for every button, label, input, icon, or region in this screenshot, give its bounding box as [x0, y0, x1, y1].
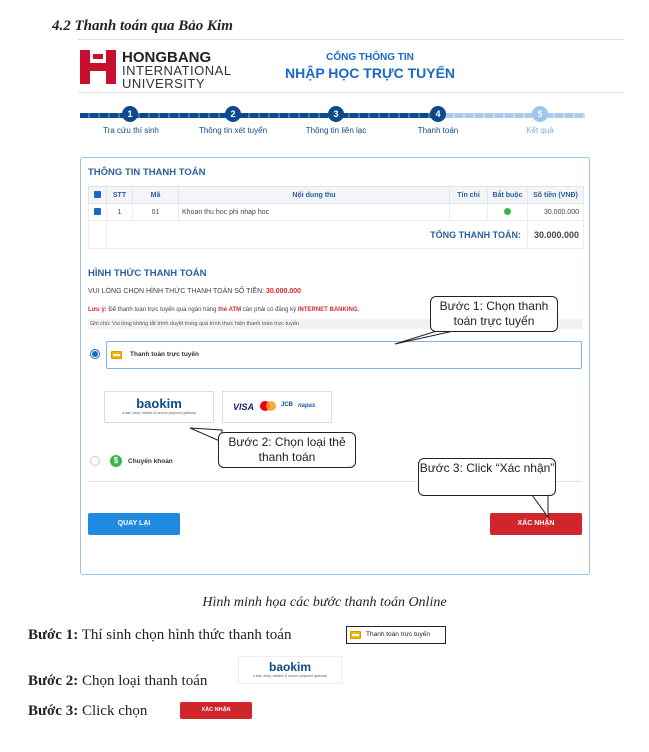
inline-online-label: Thanh toán trực tuyến [366, 631, 430, 638]
col-content: Nội dung thu [179, 187, 450, 204]
payment-info-title: THÔNG TIN THANH TOÁN [88, 167, 206, 178]
instruction-step3 [28, 703, 147, 720]
baokim-tagline: a fast, easy, reliable & secure payment gateway [121, 411, 197, 415]
prompt-amount: 30.000.000 [266, 288, 302, 295]
note-prefix: Lưu ý: [88, 307, 107, 313]
note-ib: INTERNET BANKING. [297, 307, 360, 313]
step-1-label: Tra cứu thí sinh [103, 126, 159, 135]
step3-bold: Bước 3: [28, 703, 79, 719]
visa-logo: VISA [233, 402, 255, 412]
napas-logo: napas [298, 403, 316, 409]
online-payment-label: Thanh toán trực tuyến [130, 351, 199, 358]
step-3-label: Thông tin liên lạc [305, 126, 367, 135]
inline-baokim-tagline: a fast, easy, reliable & secure payment gateway [252, 674, 328, 678]
step-4-dot[interactable]: 4 [430, 106, 446, 122]
callout-step3: Bước 3: Click “Xác nhận” [418, 458, 556, 496]
row-code: 01 [133, 204, 179, 221]
note-atm: thẻ ATM [218, 307, 242, 313]
bank-transfer-label: Chuyển khoản [128, 458, 173, 465]
baokim-logo: baokim [136, 396, 182, 411]
col-required: Bắt buộc [488, 187, 528, 204]
callout-step2: Bước 2: Chọn loại thẻ thanh toán [218, 432, 356, 468]
instruction-step2 [28, 673, 207, 690]
instruction-step1 [28, 627, 291, 644]
col-stt: STT [107, 187, 133, 204]
step-5-label: Kết quả [526, 126, 554, 135]
row-content: Khoan thu hoc phi nhap hoc [179, 204, 450, 221]
step2-bold: Bước 2: [28, 673, 79, 689]
step1-bold: Bước 1: [28, 627, 79, 643]
note-text: Để thanh toán trực tuyến qua ngân hàng [106, 307, 219, 313]
step2-text: Chọn loại thanh toán [78, 673, 208, 689]
jcb-logo: JCB [281, 402, 294, 408]
payment-method-title: HÌNH THỨC THANH TOÁN [88, 268, 207, 279]
total-value: 30.000.000 [528, 221, 584, 249]
section-heading: 4.2 Thanh toán qua Bảo Kim [52, 18, 233, 34]
logo-line2: INTERNATIONAL [122, 63, 232, 78]
col-credits: Tín chỉ [450, 187, 488, 204]
inline-baokim-logo: baokim [268, 660, 311, 674]
confirm-button[interactable]: XÁC NHẬN [490, 513, 582, 535]
col-code: Mã [133, 187, 179, 204]
total-label: TỔNG THANH TOÁN: [107, 221, 528, 249]
portal-title: NHẬP HỌC TRỰC TUYẾN [284, 65, 456, 81]
step-2-label: Thông tin xét tuyển [198, 126, 268, 135]
step3-text: Click chọn [78, 703, 148, 719]
callout-step1: Bước 1: Chọn thanh toán trực tuyến [430, 296, 558, 332]
step-4-label: Thanh toán [417, 126, 459, 135]
figure-caption: Hình minh họa các bước thanh toán Online [202, 595, 447, 610]
row-stt: 1 [107, 204, 133, 221]
prompt-text: VUI LÒNG CHỌN HÌNH THỨC THANH TOÁN SỐ TIỀN: [88, 288, 265, 295]
step-5-dot: 5 [532, 106, 548, 122]
inline-confirm-thumb: XÁC NHẬN [180, 702, 252, 719]
logo-line3: UNIVERSITY [122, 76, 206, 91]
inline-card-icon [350, 631, 361, 639]
step-1-dot[interactable]: 1 [122, 106, 138, 122]
dollar-icon: $ [110, 455, 122, 467]
step1-text: Thí sinh chọn hình thức thanh toán [78, 627, 292, 643]
back-button[interactable]: QUAY LẠI [88, 513, 180, 535]
note-mid: cần phải có đăng ký [241, 307, 298, 313]
browser-note-bar: Ghi chú: Vui lòng không tắt trình duyệt trong quá trình thực hiện thanh toán trực tuyến [88, 319, 582, 329]
portal-subtitle: CỔNG THÔNG TIN [326, 52, 414, 63]
step-3-dot[interactable]: 3 [328, 106, 344, 122]
col-amount: Số tiền (VNĐ) [528, 187, 584, 204]
row-amount: 30.000.000 [528, 204, 584, 221]
logo-main: HONGBANG [122, 49, 212, 66]
step-2-dot[interactable]: 2 [225, 106, 241, 122]
